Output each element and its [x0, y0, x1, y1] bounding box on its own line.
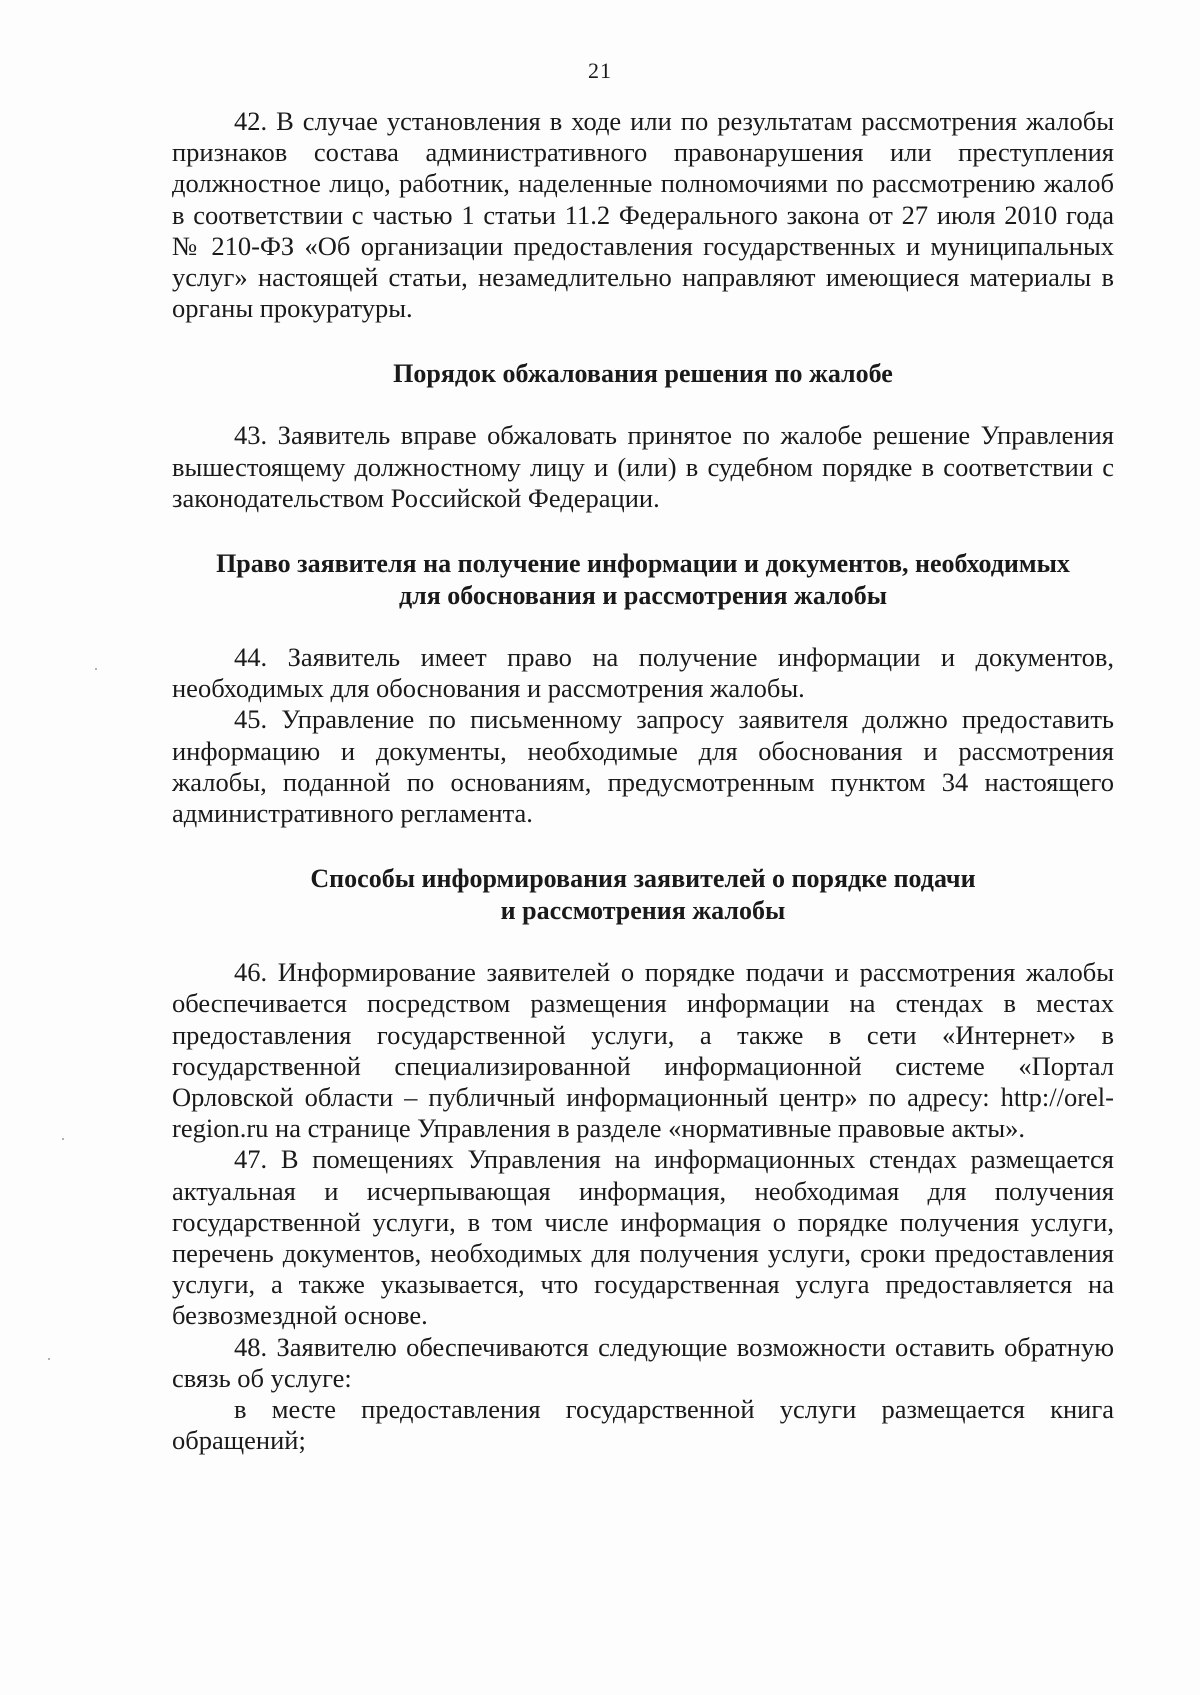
paragraph-48-item: в месте предоставления государственной услуги размещается книга обращений; [172, 1394, 1114, 1456]
scan-speck [48, 1358, 50, 1360]
paragraph-46: 46. Информирование заявителей о порядке подачи и рассмотрения жалобы обеспечивается посредством размещения информации на стендах в местах предоставления государственной услуги, а также в сети «Интернет» в государственной специализированной информационной системе «Портал Орловской области – публичный информационный центр» по адресу: http://orel-region.ru на странице Управления в разделе «нормативные правовые акты». [172, 957, 1114, 1144]
heading-inform-ways [172, 863, 1114, 927]
paragraph-48: 48. Заявителю обеспечиваются следующие возможности оставить обратную связь об услуге: [172, 1331, 1114, 1393]
paragraph-42: 42. В случае установления в ходе или по результатам рассмотрения жалобы признаков состава административного правонарушения или преступления должностное лицо, работник, наделенные полномочиями по рассмотрению жалоб в соответствии с частью 1 статьи 11.2 Федерального закона от 27 июля 2010 года № 210-ФЗ «Об организации предоставления государственных и муниципальных услуг» настоящей статьи, незамедлительно направляют имеющиеся материалы в органы прокуратуры. [172, 106, 1114, 324]
paragraph-47: 47. В помещениях Управления на информационных стендах размещается актуальная и исчерпывающая информация, необходимая для получения государственной услуги, в том числе информация о порядке получения услуги, перечень документов, необходимых для получения услуги, сроки предоставления услуги, а также указывается, что государственная услуга предоставляется на безвозмездной основе. [172, 1144, 1114, 1331]
heading-line: для обоснования и рассмотрения жалобы [398, 581, 888, 611]
heading-line: и рассмотрения жалобы [500, 896, 786, 926]
scan-speck [62, 1138, 64, 1140]
paragraph-45: 45. Управление по письменному запросу заявителя должно предоставить информацию и документы, необходимые для обоснования и рассмотрения жалобы, поданной по основаниям, предусмотренным пунктом 34 настоящего административного регламента. [172, 704, 1114, 829]
scan-speck [95, 668, 97, 670]
heading-appeal-order: Порядок обжалования решения по жалобе [393, 359, 893, 389]
paragraph-43: 43. Заявитель вправе обжаловать принятое по жалобе решение Управления вышестоящему должностному лицу и (или) в судебном порядке в соответствии с законодательством Российской Федерации. [172, 420, 1114, 513]
page-number: 21 [588, 58, 612, 83]
paragraph-44: 44. Заявитель имеет право на получение информации и документов, необходимых для обоснования и рассмотрения жалобы. [172, 642, 1114, 704]
heading-right-to-information [172, 548, 1114, 612]
heading-line: Способы информирования заявителей о порядке подачи [310, 864, 976, 894]
heading-line: Право заявителя на получение информации и документов, необходимых [216, 549, 1070, 579]
document-body [172, 106, 1114, 1457]
